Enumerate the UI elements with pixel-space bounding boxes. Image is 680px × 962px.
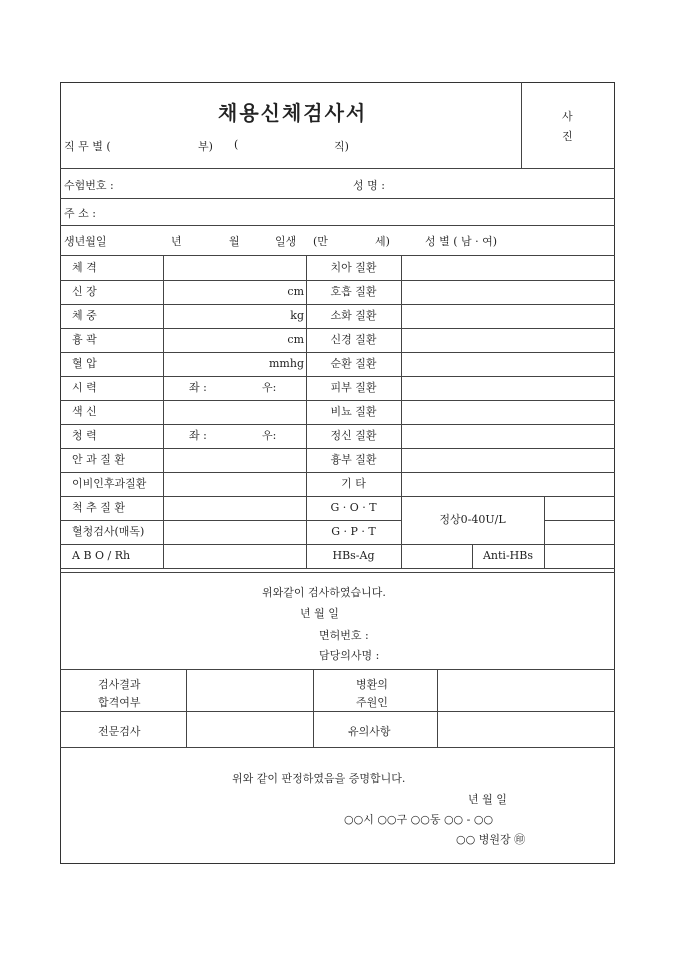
anti-hbs-label: Anti-HBs [482, 549, 533, 562]
notes-label: 유의사항 [348, 725, 391, 738]
result-label-2: 합격여부 [98, 696, 141, 709]
sex-label: 성 별 ( 남 · 여) [425, 235, 498, 248]
hospital-director: ○○ 병원장 ㊞ [456, 833, 526, 846]
grid-rule [544, 496, 545, 568]
grid-rule [163, 256, 164, 568]
grid-rule [60, 280, 615, 281]
rule [60, 747, 615, 748]
grid-rule [60, 400, 615, 401]
right-row-label: 비뇨 질환 [330, 405, 377, 418]
cause-label-1: 병환의 [356, 678, 388, 691]
left-row-label: A B O / Rh [72, 549, 131, 562]
exam-statement: 위와같이 검사하였습니다. [262, 586, 386, 599]
grid-rule [60, 496, 615, 497]
hearing-left-label: 좌 : [189, 429, 207, 442]
grid-rule [60, 304, 615, 305]
specialist-label: 전문검사 [98, 725, 141, 738]
rule [60, 168, 615, 169]
rule [60, 198, 615, 199]
right-row-label: 정신 질환 [330, 429, 377, 442]
rank-label: 직) [334, 140, 349, 153]
right-row-label: 호흡 질환 [330, 285, 377, 298]
right-row-label: 순환 질환 [330, 357, 377, 370]
left-row-unit: cm [287, 285, 304, 298]
rank-open: ( [234, 138, 239, 151]
grid-rule [60, 376, 615, 377]
form-title: 채용신체검사서 [218, 101, 368, 125]
photo-divider [521, 82, 522, 168]
birth-label: 생년월일 [64, 235, 107, 248]
grid-rule [60, 424, 615, 425]
left-row-label: 신 장 [72, 285, 97, 298]
left-row-label: 색 신 [72, 405, 97, 418]
vision-left-label: 좌 : [189, 381, 207, 394]
left-row-label: 이비인후과질환 [72, 477, 147, 490]
normal-range-value: 정상0-40U/L [439, 513, 506, 526]
result-label-1: 검사결과 [98, 678, 141, 691]
dept-label: 부) [198, 140, 213, 153]
left-row-label: 혈 압 [72, 357, 97, 370]
left-row-label: 척 추 질 환 [72, 501, 125, 514]
right-row-label: HBs-Ag [332, 549, 375, 562]
left-row-label: 체 격 [72, 261, 97, 274]
rule [60, 255, 615, 256]
right-row-label: 소화 질환 [330, 309, 377, 322]
hearing-right-label: 우: [262, 429, 277, 442]
rule [60, 225, 615, 226]
left-row-label: 체 중 [72, 309, 97, 322]
left-row-label: 안 과 질 환 [72, 453, 125, 466]
right-row-label: 신경 질환 [330, 333, 377, 346]
photo-label-1: 사 [562, 110, 573, 123]
license-label: 면허번호 : [319, 629, 369, 642]
left-row-label: 흉 곽 [72, 333, 97, 346]
right-row-label: 피부 질환 [330, 381, 377, 394]
left-row-unit: cm [287, 333, 304, 346]
right-row-label: 치아 질환 [330, 261, 377, 274]
final-statement: 위와 같이 판정하였음을 증명합니다. [232, 772, 406, 785]
duty-label: 직 무 별 ( [64, 140, 111, 153]
doctor-name-label: 담당의사명 : [319, 649, 380, 662]
rule [60, 711, 615, 712]
rule [186, 669, 187, 747]
rule [313, 669, 314, 747]
hospital-address: ○○시 ○○구 ○○동 ○○ - ○○ [344, 813, 494, 826]
grid-rule [60, 328, 615, 329]
left-row-label: 청 력 [72, 429, 97, 442]
birth-month: 월 [229, 235, 240, 248]
right-row-label: G · O · T [330, 501, 377, 514]
exam-date: 년 월 일 [300, 607, 339, 620]
birth-day: 일생 [275, 235, 297, 248]
grid-rule [60, 568, 615, 569]
exam-number-label: 수험번호 : [64, 179, 114, 192]
address-label: 주 소 : [64, 207, 96, 220]
grid-rule [60, 544, 615, 545]
rule [60, 572, 615, 573]
age-close: 세) [375, 235, 390, 248]
name-label: 성 명 : [353, 179, 385, 192]
grid-rule [60, 472, 615, 473]
age-open: (만 [313, 235, 328, 248]
right-row-label: G · P · T [331, 525, 376, 538]
photo-label-2: 진 [562, 130, 573, 143]
left-row-unit: mmhg [269, 357, 304, 370]
grid-rule [60, 352, 615, 353]
final-date: 년 월 일 [468, 793, 507, 806]
cause-label-2: 주원인 [356, 696, 388, 709]
rule [437, 669, 438, 747]
left-row-label: 시 력 [72, 381, 97, 394]
right-row-label: 기 타 [341, 477, 366, 490]
left-row-unit: kg [290, 309, 304, 322]
birth-year: 년 [171, 235, 182, 248]
left-row-label: 혈청검사(매독) [72, 525, 145, 538]
grid-rule [60, 448, 615, 449]
rule [60, 669, 615, 670]
vision-right-label: 우: [262, 381, 277, 394]
right-row-label: 흉부 질환 [330, 453, 377, 466]
